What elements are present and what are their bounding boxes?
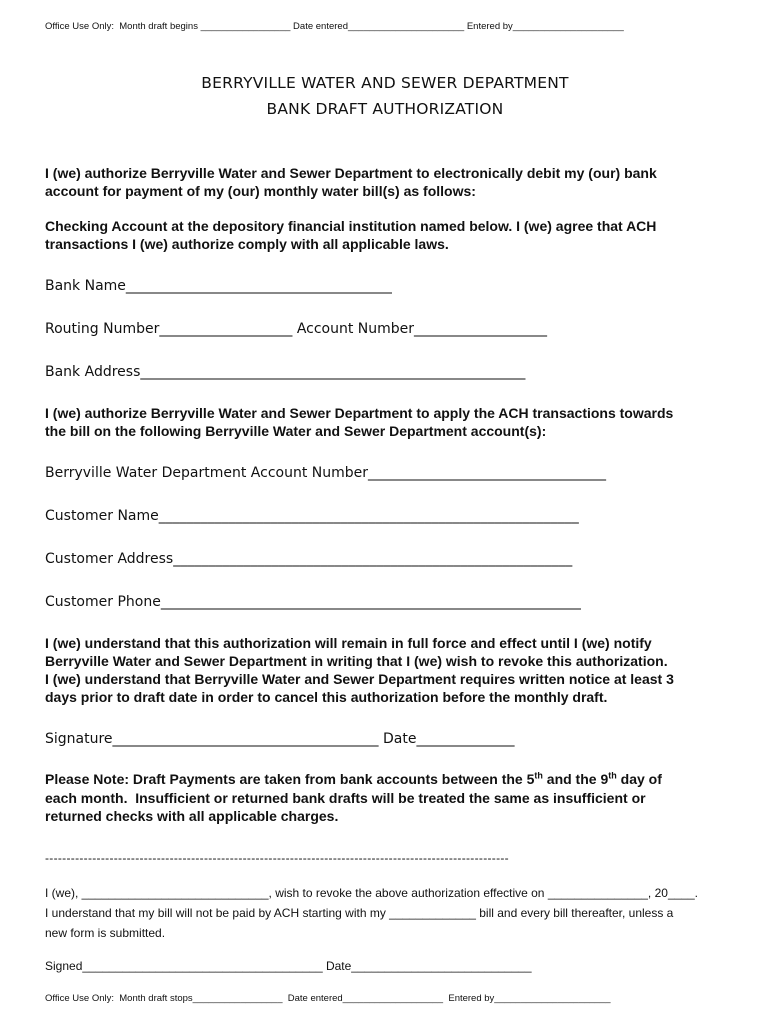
bank-name-field: Bank Name______________________________________ <box>45 278 392 294</box>
office-use-footer: Office Use Only: Month draft stops_________________ Date entered___________________ Entered by______________________ <box>45 993 611 1004</box>
note-text-line-3: returned checks with all applicable charges. <box>45 808 339 824</box>
signature-date-field: Signature______________________________________ Date______________ <box>45 731 515 747</box>
apply-text-line-1: I (we) authorize Berryville Water and Sewer Department to apply the ACH transactions towards <box>45 405 674 421</box>
note-part-2: and the 9 <box>542 771 609 787</box>
intro-text-line-2: account for payment of my (our) monthly water bill(s) as follows: <box>45 183 476 199</box>
understand-text-line-4: days prior to draft date in order to cancel this authorization before the monthly draft. <box>45 689 608 705</box>
understand-text-line-2: Berryville Water and Sewer Department in writing that I (we) wish to revoke this authorization. <box>45 653 668 669</box>
note-part-3: day of <box>616 771 662 787</box>
understand-text-line-3: I (we) understand that Berryville Water and Sewer Department requires written notice at least 3 <box>45 671 674 687</box>
intro-text-line-1: I (we) authorize Berryville Water and Sewer Department to electronically debit my (our) bank <box>45 165 657 181</box>
office-use-header: Office Use Only: Month draft begins _________________ Date entered______________________ Entered by_____________________ <box>45 21 624 32</box>
customer-name-field: Customer Name____________________________________________________________ <box>45 508 579 524</box>
note-sup-1: th <box>534 770 543 781</box>
revoke-signed-date-field: Signed____________________________________ Date___________________________ <box>45 959 532 973</box>
water-account-number-field: Berryville Water Department Account Number__________________________________ <box>45 465 607 481</box>
note-text-line-1 <box>45 771 662 787</box>
page-title: BERRYVILLE WATER AND SEWER DEPARTMENT <box>201 74 569 92</box>
apply-text-line-2: the bill on the following Berryville Water and Sewer Department account(s): <box>45 423 547 439</box>
note-text-line-2: each month. Insufficient or returned bank drafts will be treated the same as insufficient or <box>45 790 646 806</box>
revoke-text-line-3: new form is submitted. <box>45 926 166 940</box>
note-sup-2: th <box>608 770 617 781</box>
bank-address-field: Bank Address_______________________________________________________ <box>45 364 526 380</box>
dashed-separator: ------------------------------------------------------------------------------------------------------------ <box>45 851 509 865</box>
customer-address-field: Customer Address_________________________________________________________ <box>45 551 573 567</box>
checking-text-line-1: Checking Account at the depository financial institution named below. I (we) agree that ACH <box>45 218 657 234</box>
page-subtitle: BANK DRAFT AUTHORIZATION <box>266 100 504 118</box>
customer-phone-field: Customer Phone____________________________________________________________ <box>45 594 581 610</box>
revoke-text-line-2: I understand that my bill will not be paid by ACH starting with my _____________ bill and every bill thereafter, unless a <box>45 906 674 920</box>
understand-text-line-1: I (we) understand that this authorization will remain in full force and effect until I (we) notify <box>45 635 652 651</box>
checking-text-line-2: transactions I (we) authorize comply with all applicable laws. <box>45 236 449 252</box>
note-part-1: Please Note: Draft Payments are taken from bank accounts between the 5 <box>45 771 535 787</box>
revoke-text-line-1: I (we), ____________________________, wish to revoke the above authorization effective on _______________, 20____. <box>45 886 698 900</box>
routing-account-field: Routing Number___________________ Account Number___________________ <box>45 321 548 337</box>
